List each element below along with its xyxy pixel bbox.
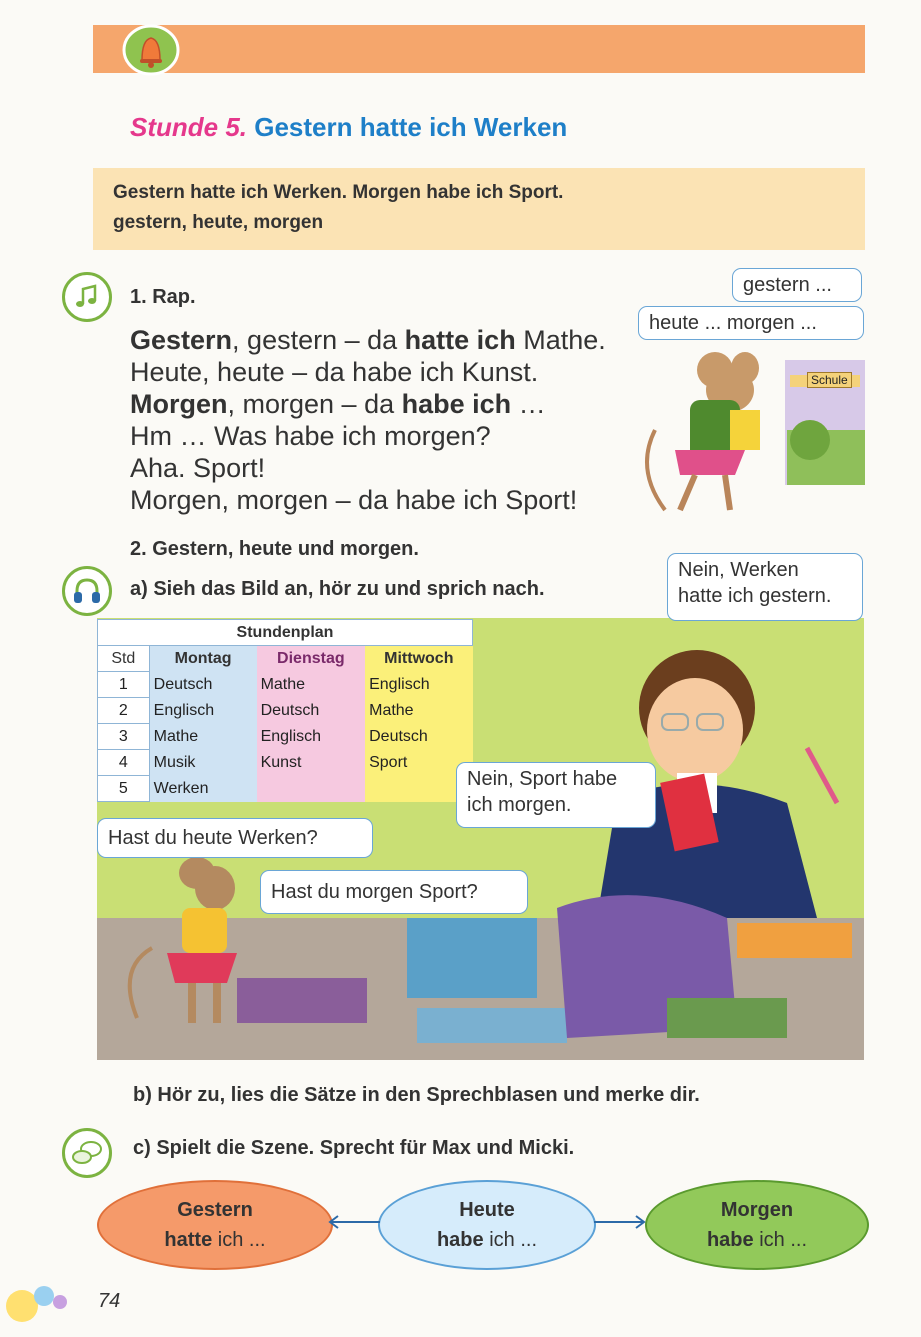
oval-morgen-bottom: habe ich ... — [706, 1229, 808, 1251]
rap-segment: Mathe. — [515, 325, 606, 355]
rap-segment: … — [511, 389, 546, 419]
timetable-cell-montag: Musik — [149, 750, 256, 776]
rap-segment: Hm … Was habe ich morgen? — [130, 421, 491, 451]
timetable-cell-dienstag: Kunst — [257, 750, 366, 776]
speech-bubble-boy-top — [667, 553, 863, 621]
timetable-header-std: Std — [98, 646, 150, 672]
rap-line — [130, 325, 606, 356]
timetable-row — [98, 750, 473, 776]
timetable-header-mittwoch: Mittwoch — [365, 646, 472, 672]
speech-bubble-mouse-1: Hast du heute Werken? — [97, 818, 373, 858]
rap-line — [130, 421, 491, 452]
speech-bubble-gestern: gestern ... — [732, 268, 862, 302]
rap-bold-segment: hatte ich — [404, 325, 516, 355]
oval-gestern-bottom: hatte ich ... — [164, 1229, 266, 1251]
page-title — [130, 112, 567, 143]
timetable-row — [98, 776, 473, 802]
speech-bubbles-icon — [62, 1128, 112, 1178]
rap-segment: Aha. Sport! — [130, 453, 266, 483]
rap-line — [130, 485, 577, 516]
mouse-school-illustration — [635, 340, 865, 520]
exercise-2-label: 2. Gestern, heute und morgen. — [130, 538, 419, 560]
rap-bold-segment: habe ich — [401, 389, 512, 419]
oval-gestern — [97, 1180, 333, 1270]
rap-line — [130, 357, 538, 388]
speech-bubble-boy-top-line-1: Nein, Werken — [678, 559, 799, 581]
timetable-cell-std: 1 — [98, 672, 150, 698]
timetable-header-dienstag: Dienstag — [257, 646, 366, 672]
timetable-cell-std: 3 — [98, 724, 150, 750]
rap-bold-segment: Morgen — [130, 389, 228, 419]
speech-bubble-mouse-2: Hast du morgen Sport? — [260, 870, 528, 914]
timetable-header-row — [98, 646, 473, 672]
timetable-cell-dienstag — [257, 776, 366, 802]
exercise-1-label: 1. Rap. — [130, 286, 196, 308]
grammar-line-1: Gestern hatte ich Werken. Morgen habe ich Sport. — [113, 182, 564, 203]
lesson-number: Stunde 5. — [130, 112, 248, 142]
corner-flower-decoration — [0, 1268, 80, 1332]
timetable — [97, 619, 473, 802]
timetable-cell-dienstag: Deutsch — [257, 698, 366, 724]
timetable-cell-montag: Mathe — [149, 724, 256, 750]
rap-segment: Heute, heute – da habe ich Kunst. — [130, 357, 539, 387]
timetable-row — [98, 724, 473, 750]
header-band — [93, 25, 865, 73]
exercise-2a-label: a) Sieh das Bild an, hör zu und sprich nach. — [130, 578, 545, 600]
bell-icon — [120, 22, 182, 76]
timetable-body — [98, 672, 473, 802]
oval-gestern-top: Gestern — [177, 1199, 253, 1221]
oval-heute-bottom: habe ich ... — [436, 1229, 538, 1251]
speech-bubble-boy-mid-line-1: Nein, Sport habe — [467, 768, 618, 790]
timetable-cell-dienstag: Mathe — [257, 672, 366, 698]
timetable-cell-std: 4 — [98, 750, 150, 776]
timetable-cell-std: 2 — [98, 698, 150, 724]
timetable-header-montag: Montag — [149, 646, 256, 672]
timetable-cell-dienstag: Englisch — [257, 724, 366, 750]
grammar-box — [93, 168, 865, 250]
oval-arrows — [328, 1210, 658, 1234]
timetable-cell-mittwoch: Deutsch — [365, 724, 472, 750]
oval-morgen — [645, 1180, 869, 1270]
timetable-cell-mittwoch: Englisch — [365, 672, 472, 698]
page-number: 74 — [98, 1290, 121, 1312]
speech-bubble-boy-top-line-2: hatte ich gestern. — [678, 585, 832, 607]
music-note-icon — [62, 272, 112, 322]
timetable-cell-mittwoch: Sport — [365, 750, 472, 776]
oval-morgen-top: Morgen — [720, 1199, 794, 1221]
rap-line — [130, 453, 265, 484]
rap-line — [130, 389, 546, 420]
speech-bubble-boy-mid — [456, 762, 656, 828]
speech-bubble-heute-morgen: heute ... morgen ... — [638, 306, 864, 340]
timetable-cell-montag: Deutsch — [149, 672, 256, 698]
timetable-row — [98, 698, 473, 724]
rap-segment: , morgen – da — [227, 389, 402, 419]
timetable-cell-std: 5 — [98, 776, 150, 802]
rap-bold-segment: Gestern — [130, 325, 233, 355]
rap-segment: , gestern – da — [232, 325, 405, 355]
exercise-2b-label: b) Hör zu, lies die Sätze in den Sprechblasen und merke dir. — [133, 1084, 700, 1106]
rap-segment: Morgen, morgen – da habe ich Sport! — [130, 485, 578, 515]
timetable-cell-montag: Englisch — [149, 698, 256, 724]
timetable-cell-mittwoch: Mathe — [365, 698, 472, 724]
timetable-cell-montag: Werken — [149, 776, 256, 802]
speech-bubble-boy-mid-line-2: ich morgen. — [467, 794, 572, 816]
oval-heute-top: Heute — [459, 1199, 515, 1221]
school-sign: Schule — [807, 372, 852, 388]
headphones-icon — [62, 566, 112, 616]
grammar-line-2: gestern, heute, morgen — [113, 212, 324, 233]
timetable-row — [98, 672, 473, 698]
lesson-title-text: Gestern hatte ich Werken — [254, 112, 568, 142]
timetable-caption: Stundenplan — [98, 620, 473, 646]
exercise-2c-label: c) Spielt die Szene. Sprecht für Max und Micki. — [133, 1137, 575, 1159]
